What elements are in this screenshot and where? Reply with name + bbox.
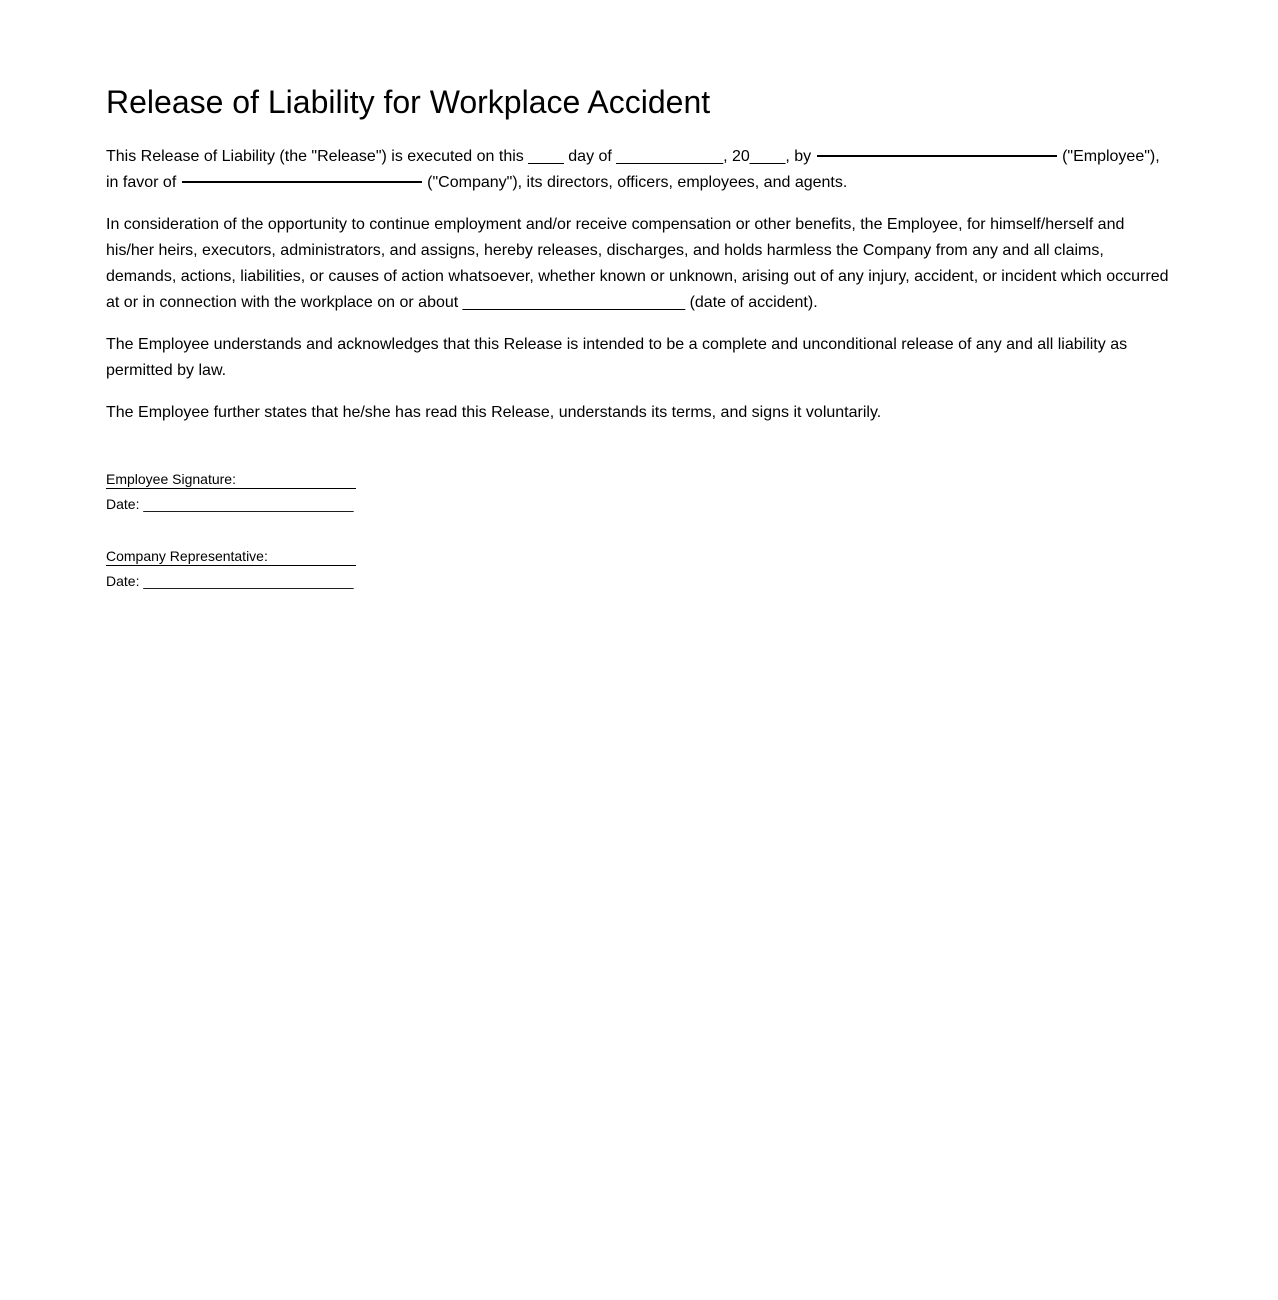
intro-text-1: This Release of Liability (the "Release") is executed on this ____ day of ____________, 20____, by <box>106 148 812 165</box>
voluntary-paragraph: The Employee further states that he/she has read this Release, understands its terms, and signs it voluntarily. <box>106 404 882 421</box>
consideration-paragraph: In consideration of the opportunity to continue employment and/or receive compensation or other benefits, the Employee, for himself/herself and his/her heirs, executors, administrators, and assigns, hereby releases, discharges, and holds harmless the Company from any and all claims, demands, actions, liabilities, or causes of action whatsoever, whether known or unknown, arising out of any injury, accident, or incident which occurred at or in connection with the workplace on or about _________________________ (date of accident). <box>106 216 1169 311</box>
employee-signature-block <box>106 470 356 513</box>
document-title: Release of Liability for Workplace Accident <box>106 84 711 120</box>
acknowledgement-paragraph: The Employee understands and acknowledges that this Release is intended to be a complete and unconditional release of any and all liability as permitted by law. <box>106 336 1128 379</box>
employee-name-blank[interactable] <box>817 141 1057 157</box>
company-signature-block <box>106 547 356 590</box>
intro-text-3: in favor of <box>106 174 177 191</box>
intro-text-2: ("Employee"), <box>1062 148 1160 165</box>
intro-paragraph <box>106 144 1174 196</box>
company-name-blank[interactable] <box>182 167 422 183</box>
company-date-line[interactable]: Date: ___________________________ <box>106 573 354 589</box>
employee-date-line[interactable]: Date: ___________________________ <box>106 496 354 512</box>
company-representative-line[interactable]: Company Representative: <box>106 547 356 566</box>
document-body <box>106 144 1174 442</box>
intro-text-4: ("Company"), its directors, officers, employees, and agents. <box>427 174 848 191</box>
employee-signature-line[interactable]: Employee Signature: <box>106 470 356 489</box>
